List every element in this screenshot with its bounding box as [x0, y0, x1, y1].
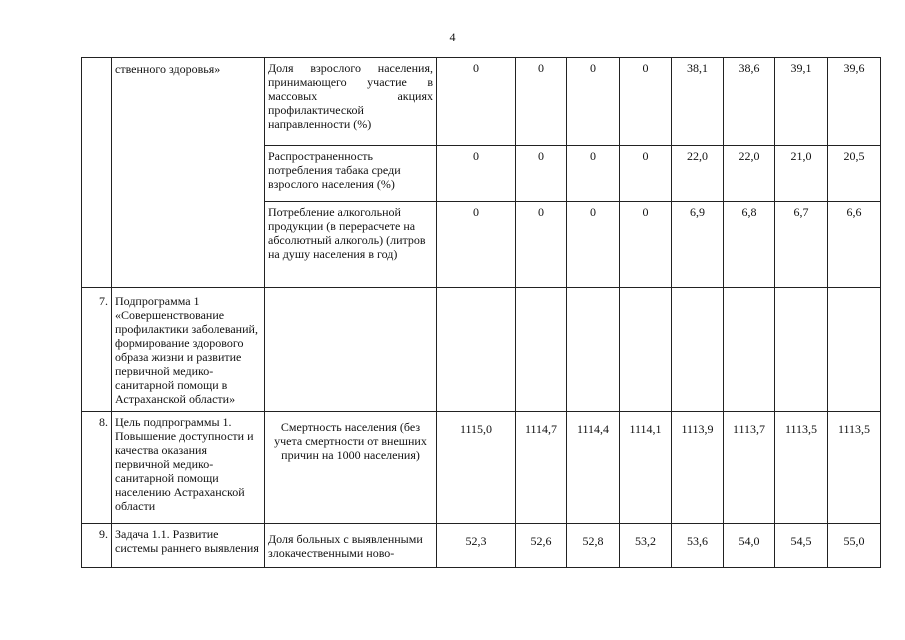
value-cell: 0	[516, 146, 567, 202]
value-cell: 6,8	[724, 202, 775, 288]
value-cell: 1113,7	[724, 412, 775, 524]
value-cell: 0	[437, 58, 516, 146]
value-cell: 52,3	[437, 524, 516, 568]
value-cell: 0	[620, 58, 672, 146]
table-row	[82, 412, 881, 524]
row-index: 8.	[82, 412, 112, 524]
value-cell: 0	[567, 146, 620, 202]
table-row	[82, 288, 881, 412]
value-cell: 53,6	[672, 524, 724, 568]
row-index	[82, 58, 112, 288]
value-cell: 54,0	[724, 524, 775, 568]
value-cell: 1113,5	[775, 412, 828, 524]
value-cell: 6,7	[775, 202, 828, 288]
value-cell: 0	[567, 58, 620, 146]
row-name: Цель подпрограммы 1. Повышение доступности и качества оказания первичной медико-санитарной помощи населению Астраханской области	[112, 412, 265, 524]
value-cell: 0	[620, 146, 672, 202]
row-index: 9.	[82, 524, 112, 568]
table-row	[82, 524, 881, 568]
indicator-cell: Смертность населения (без учета смертности от внешних причин на 1000 населения)	[265, 412, 437, 524]
indicators-table	[81, 57, 881, 568]
indicator-cell: Доля больных с выявленными злокачественными ново-	[265, 524, 437, 568]
indicator-cell: Распространенность потребления табака среди взрослого населения (%)	[265, 146, 437, 202]
value-cell	[567, 288, 620, 412]
value-cell	[724, 288, 775, 412]
value-cell: 52,8	[567, 524, 620, 568]
value-cell: 1114,4	[567, 412, 620, 524]
indicator-cell: Потребление алкогольной продукции (в перерасчете на абсолютный алкоголь) (литров на душу населения в год)	[265, 202, 437, 288]
value-cell: 20,5	[828, 146, 881, 202]
value-cell: 21,0	[775, 146, 828, 202]
value-cell: 1114,7	[516, 412, 567, 524]
value-cell	[828, 288, 881, 412]
indicator-cell: Доля взрослого населения, принимающего участие в массовых акциях профилактической направленности (%)	[265, 58, 437, 146]
row-index: 7.	[82, 288, 112, 412]
value-cell: 0	[567, 202, 620, 288]
value-cell: 6,6	[828, 202, 881, 288]
value-cell: 38,6	[724, 58, 775, 146]
value-cell: 39,6	[828, 58, 881, 146]
page-number: 4	[449, 30, 456, 44]
value-cell	[437, 288, 516, 412]
value-cell: 0	[437, 202, 516, 288]
value-cell: 6,9	[672, 202, 724, 288]
value-cell: 38,1	[672, 58, 724, 146]
value-cell: 1113,5	[828, 412, 881, 524]
value-cell: 55,0	[828, 524, 881, 568]
value-cell: 53,2	[620, 524, 672, 568]
value-cell: 22,0	[724, 146, 775, 202]
row-name: ственного здоровья»	[112, 58, 265, 288]
value-cell: 1114,1	[620, 412, 672, 524]
row-name: Задача 1.1. Развитие системы раннего выявления	[112, 524, 265, 568]
value-cell	[516, 288, 567, 412]
value-cell: 0	[437, 146, 516, 202]
row-name: Подпрограмма 1 «Совершенствование профилактики заболеваний, формирование здорового образа жизни и развитие первичной медико-санитарной помощи в Астраханской области»	[112, 288, 265, 412]
value-cell: 0	[516, 202, 567, 288]
value-cell: 1115,0	[437, 412, 516, 524]
value-cell: 54,5	[775, 524, 828, 568]
value-cell: 0	[516, 58, 567, 146]
value-cell: 22,0	[672, 146, 724, 202]
value-cell	[620, 288, 672, 412]
value-cell	[775, 288, 828, 412]
table-row	[82, 58, 881, 146]
value-cell	[672, 288, 724, 412]
value-cell: 1113,9	[672, 412, 724, 524]
value-cell: 39,1	[775, 58, 828, 146]
value-cell: 0	[620, 202, 672, 288]
indicator-cell	[265, 288, 437, 412]
value-cell: 52,6	[516, 524, 567, 568]
